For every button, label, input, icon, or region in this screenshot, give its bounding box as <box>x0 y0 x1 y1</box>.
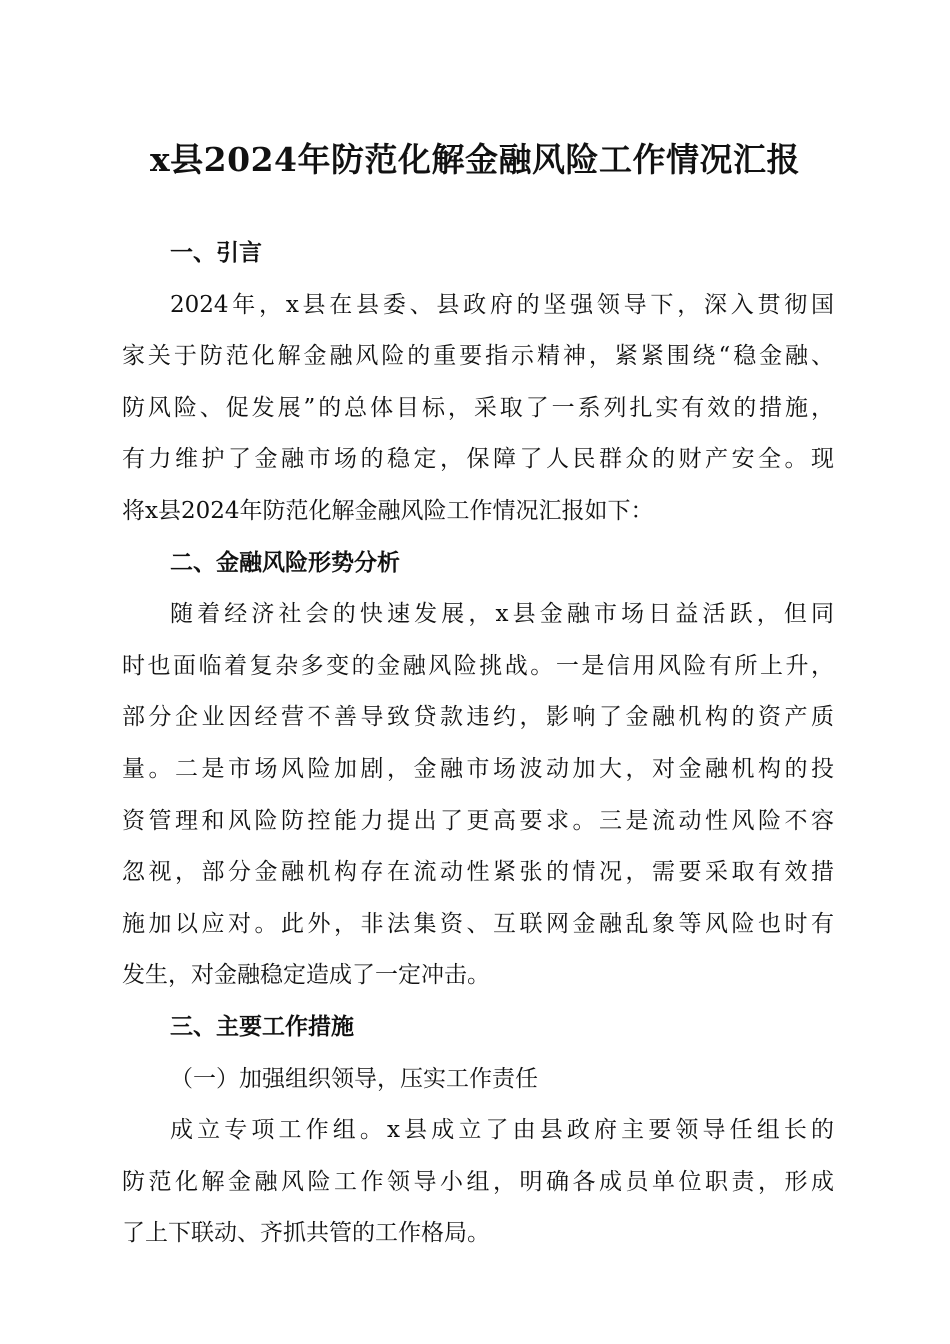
paragraph-line: 资管理和风险防控能力提出了更高要求。三是流动性风险不容 <box>122 807 834 834</box>
paragraph-line: 有力维护了金融市场的稳定，保障了人民群众的财产安全。现 <box>122 446 834 473</box>
paragraph-line: 家关于防范化解金融风险的重要指示精神，紧紧围绕“稳金融、 <box>122 343 834 370</box>
section-heading: 一、引言 <box>170 240 262 266</box>
paragraph-line: 防风险、促发展”的总体目标，采取了一系列扎实有效的措施， <box>122 394 834 421</box>
paragraph-line: 施加以应对。此外，非法集资、互联网金融乱象等风险也时有 <box>122 910 834 937</box>
paragraph-line: 发生，对金融稳定造成了一定冲击。 <box>122 962 490 989</box>
paragraph-line: 忽视，部分金融机构存在流动性紧张的情况，需要采取有效措 <box>122 859 834 886</box>
paragraph-line: 成立专项工作组。x县成立了由县政府主要领导任组长的 <box>170 1117 834 1144</box>
paragraph-line: 部分企业因经营不善导致贷款违约，影响了金融机构的资产质 <box>122 704 834 731</box>
paragraph-line: 随着经济社会的快速发展，x县金融市场日益活跃，但同 <box>170 601 834 628</box>
section-heading: 三、主要工作措施 <box>170 1013 354 1040</box>
paragraph-line: 防范化解金融风险工作领导小组，明确各成员单位职责，形成 <box>122 1168 834 1195</box>
document-title: x县2024年防范化解金融风险工作情况汇报 <box>149 140 801 179</box>
paragraph-line: 时也面临着复杂多变的金融风险挑战。一是信用风险有所上升， <box>122 652 834 679</box>
document-body <box>122 228 834 1260</box>
subsection-heading: （一）加强组织领导，压实工作责任 <box>170 1065 538 1092</box>
paragraph-line: 了上下联动、齐抓共管的工作格局。 <box>122 1220 490 1247</box>
section-heading: 二、金融风险形势分析 <box>170 549 400 576</box>
paragraph-line: 2024年，x县在县委、县政府的坚强领导下，深入贯彻国 <box>170 291 834 318</box>
paragraph-line: 将x县2024年防范化解金融风险工作情况汇报如下： <box>122 497 654 524</box>
paragraph-line: 量。二是市场风险加剧，金融市场波动加大，对金融机构的投 <box>122 755 834 782</box>
